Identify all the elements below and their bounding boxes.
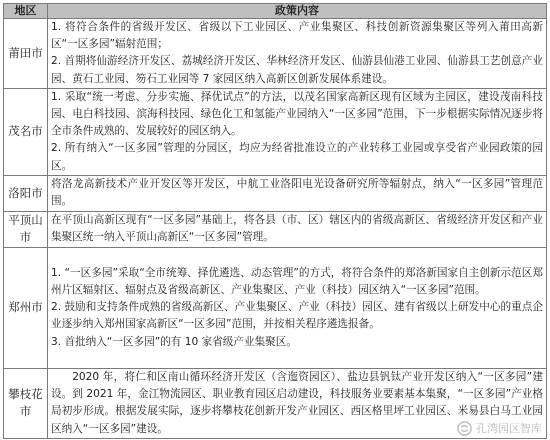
policy-paragraph: 2020 年，将仁和区南山循环经济开发区（含迤资园区）、盐边县钒钛产业开发区纳入“一区多园”建设。到 2021 年，金江物流园区、职业教育园区启动建设，科技服务业要素基本集聚，“一区多园”产业格局初步形成。根据发展实际，逐步将攀枝花创新开发产业园区、西区格里坪工业园区、米易县白马工业园区纳入“一区多园”建设。 (51, 370, 543, 435)
policy-cell (48, 88, 547, 175)
table-row (4, 88, 547, 175)
policy-paragraph: 将洛龙高新技术产业开发区等开发区，中航工业洛阳电光设备研究所等辐射点，纳入“一区多园”管理范围。 (51, 178, 543, 208)
policy-table (3, 3, 547, 439)
table-row (4, 19, 547, 89)
region-cell: 洛阳市 (4, 175, 48, 211)
watermark (457, 420, 542, 436)
table-row (4, 247, 547, 368)
policy-paragraph: 在平顶山高新区现有“一区多园”基础上，将各县（市、区）辖区内的省级高新区、省级经济开发区和产业集聚区统一纳入平顶山高新区“一区多园”管理。 (51, 214, 543, 244)
region-cell: 平顶山市 (4, 211, 48, 247)
policy-paragraph: 2. 首期将仙游经济开发区、荔城经济开发区、华林经济开发区、仙游县仙港工业园、仙游县工艺创意产业园、黄石工业园、笏石工业园等 7 家园区纳入高新区创新发展体系建设。 (51, 55, 543, 85)
region-cell: 郑州市 (4, 247, 48, 368)
header-region: 地区 (4, 4, 48, 19)
table-row (4, 211, 547, 247)
policy-paragraph: 1. 将符合条件的省级开发区、省级以下工业园区、产业集聚区、科技创新资源集聚区等列入莆田高新区“一区多园”辐射范围； (51, 21, 543, 51)
region-cell: 茂名市 (4, 88, 48, 175)
header-content: 政策内容 (48, 4, 547, 19)
wechat-channel-icon (457, 421, 472, 436)
policy-cell (48, 19, 547, 89)
policy-cell (48, 247, 547, 368)
header-row (4, 4, 547, 19)
policy-cell (48, 211, 547, 247)
policy-paragraph: 3. 首批纳入“一区多园”的有 10 家省级产业集聚区。 (51, 335, 297, 348)
policy-paragraph: 2. 所有纳入“一区多园”管理的分园区，均应为经省批准设立的产业转移工业园或享受省产业园政策的园区。 (51, 142, 543, 172)
region-cell: 莆田市 (4, 19, 48, 89)
policy-cell (48, 175, 547, 211)
region-cell: 攀枝花市 (4, 368, 48, 438)
policy-paragraph: 1. “一区多园”采取“全市统筹、择优遴选、动态管理”的方式，将符合条件的郑洛新国家自主创新示范区郑州片区辐射区、辐射点及省级高新区、产业集聚区、产业（科技）园区纳入“一区多园”范围。 (51, 266, 543, 297)
watermark-text: 孔湾园区智库 (476, 422, 542, 435)
policy-paragraph: 1. 采取“统一考虑、分步实施、择优试点”的方法，以茂名国家高新区现有区域为主园区，建设茂南科技园、电白科技园、滨海科技园、绿色化工和氢能产业园纳入“一区多园”范围，下一步根据实际情况逐步将全市条件成熟的、发展较好的园区纳入。 (51, 90, 543, 138)
table-row (4, 175, 547, 211)
policy-paragraph: 2. 鼓励和支持条件成熟的省级高新区、产业集聚区、产业（科技）园区、建有省级以上研发中心的重点企业逐步纳入郑州国家高新区“一区多园”范围，并按相关程序遴选报备。 (51, 301, 543, 331)
